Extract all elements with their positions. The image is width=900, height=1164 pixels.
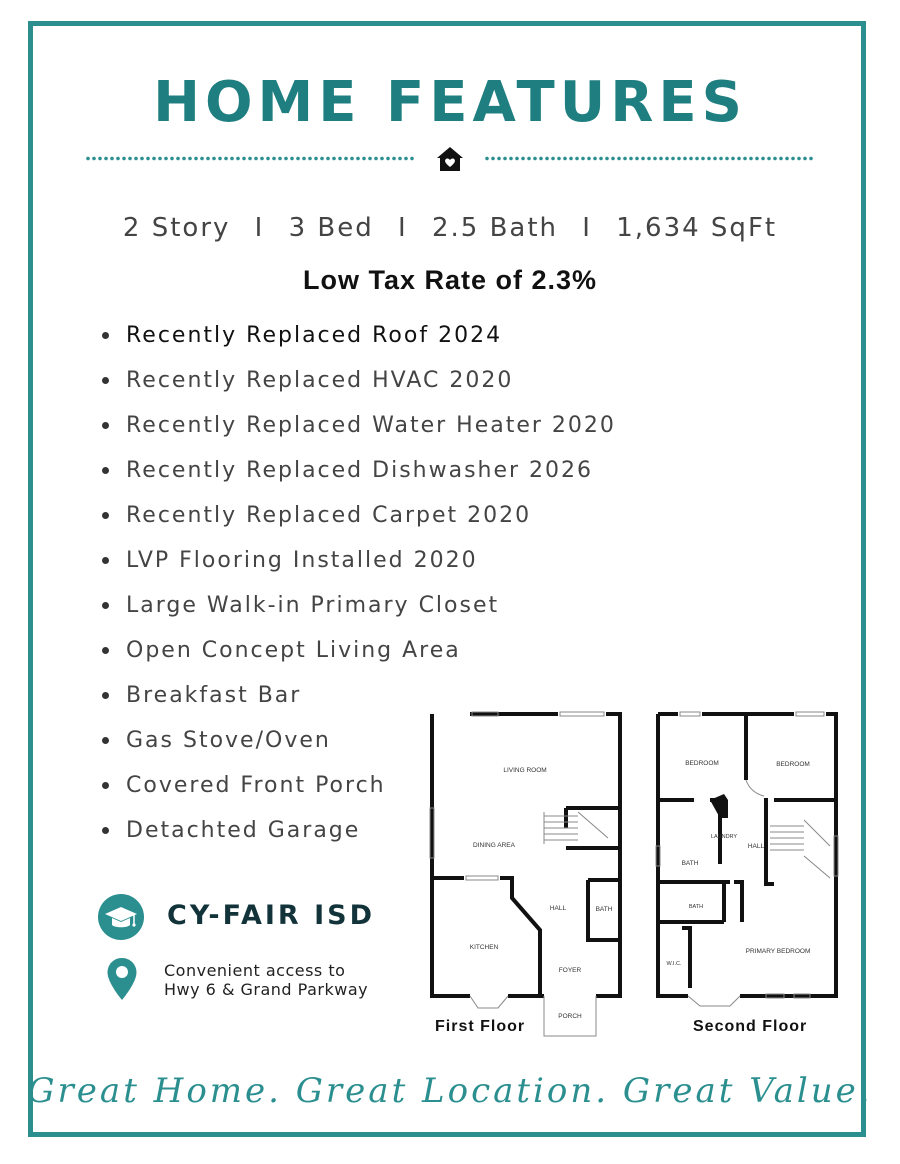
bullet-icon [102,692,109,699]
dotted-divider-left [85,156,415,161]
feature-item [102,583,616,628]
feature-text: LVP Flooring Installed 2020 [126,548,478,573]
spec-square-feet: 1,634 SqFt [616,213,778,243]
room-porch: PORCH [558,1013,582,1020]
feature-text: Breakfast Bar [126,683,302,708]
feature-item [102,403,616,448]
tagline: Great Home. Great Location. Great Value. [27,1071,873,1111]
bullet-icon [102,377,109,384]
bullet-icon [102,512,109,519]
bullet-icon [102,647,109,654]
feature-item [102,313,616,358]
room-living: LIVING ROOM [503,767,547,774]
bullet-icon [102,602,109,609]
bullet-icon [102,422,109,429]
room-dining: DINING AREA [473,842,515,849]
feature-text: Recently Replaced Water Heater 2020 [126,413,616,438]
page-title: HOME FEATURES [153,70,747,135]
bullet-icon [102,737,109,744]
spec-bedrooms: 3 Bed [288,213,374,243]
feature-text: Recently Replaced Roof 2024 [126,323,503,348]
bullet-icon [102,827,109,834]
bullet-icon [102,467,109,474]
room-walk-in-closet: W.I.C. [666,961,682,967]
location-access [164,961,368,999]
bullet-icon [102,782,109,789]
spec-separator: I [254,213,265,243]
location-line-2: Hwy 6 & Grand Parkway [164,980,369,999]
feature-item [102,493,616,538]
room-foyer: FOYER [558,967,582,974]
room-bath: BATH [681,860,699,867]
feature-item [102,358,616,403]
map-pin-icon [106,957,138,1001]
feature-text: Gas Stove/Oven [126,728,331,753]
bullet-icon [102,557,109,564]
feature-text: Recently Replaced Carpet 2020 [126,503,532,528]
room-bedroom-left: BEDROOM [685,760,719,767]
feature-text: Open Concept Living Area [126,638,461,663]
spec-separator: I [582,213,592,243]
school-district: CY-FAIR ISD [167,900,375,931]
feature-text: Covered Front Porch [126,773,386,798]
second-floor-plan [654,708,844,1008]
room-bath-primary: BATH [688,904,704,910]
home-heart-icon [436,146,464,172]
feature-text: Detachted Garage [126,818,361,843]
location-line-1: Convenient access to [164,961,346,980]
feature-text: Large Walk-in Primary Closet [126,593,500,618]
bullet-icon [102,332,109,339]
room-kitchen: KITCHEN [469,944,499,951]
room-primary-bedroom: PRIMARY BEDROOM [745,948,811,955]
room-hall: HALL [747,843,765,850]
spec-stories: 2 Story [122,213,231,243]
feature-item [102,628,616,673]
first-floor-label: First Floor [435,1018,526,1035]
feature-item [102,538,616,583]
feature-text: Recently Replaced HVAC 2020 [126,368,514,393]
room-bedroom-right: BEDROOM [776,761,810,768]
home-specs [0,213,900,243]
room-laundry: LAUNDRY [710,834,738,840]
room-bath: BATH [595,906,613,913]
second-floor-label: Second Floor [693,1018,808,1035]
room-hall: HALL [549,905,567,912]
graduation-cap-icon [98,894,144,940]
tax-rate-heading: Low Tax Rate of 2.3% [302,265,598,295]
feature-text: Recently Replaced Dishwasher 2026 [126,458,594,483]
spec-bathrooms: 2.5 Bath [431,213,559,243]
dotted-divider-right [484,156,814,161]
feature-item [102,448,616,493]
spec-separator: I [398,213,408,243]
first-floor-plan [428,708,628,1040]
